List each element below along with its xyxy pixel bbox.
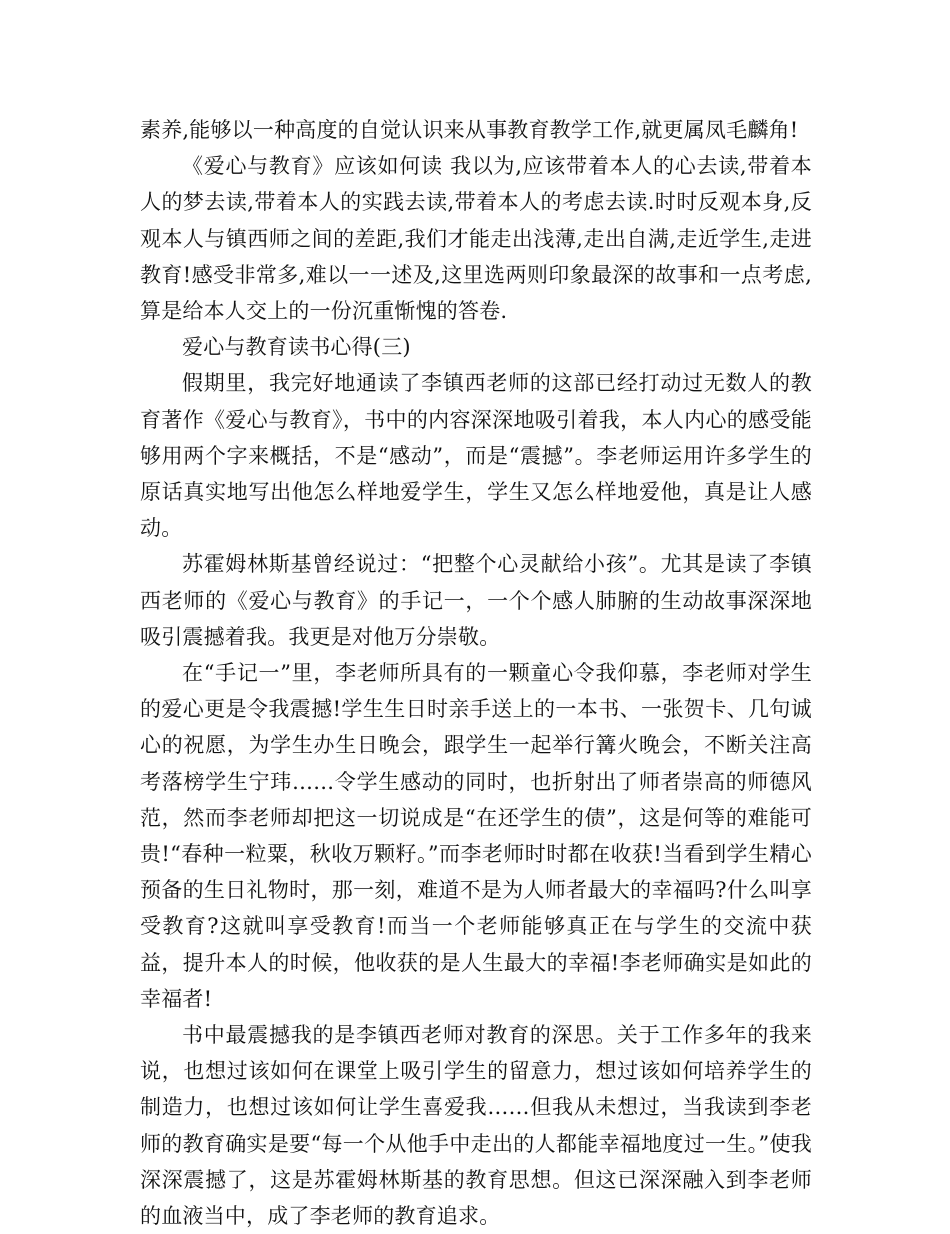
paragraph-suhomlinsky-quote: 苏霍姆林斯基曾经说过：“把整个心灵献给小孩”。尤其是读了李镇西老师的《爱心与教育》的手记一，一个个感人肺腑的生动故事深深地吸引震撼着我。我更是对他万分崇敬。: [140, 552, 812, 649]
paragraph-how-to-read: 《爱心与教育》应该如何读 我以为,应该带着本人的心去读,带着本人的梦去读,带着本人的实践去读,带着本人的考虑去读.时时反观本身,反观本人与镇西师之间的差距,我们才能走出浅薄,走出自满,走近学生,走进教育!感受非常多,难以一一述及,这里选两则印象最深的故事和一点考虑,算是给本人交上的一份沉重惭愧的答卷.: [140, 154, 812, 324]
paragraph-notes-one: 在“手记一”里，李老师所具有的一颗童心令我仰慕，李老师对学生的爱心更是令我震撼!学生生日时亲手送上的一本书、一张贺卡、几句诚心的祝愿，为学生办生日晚会，跟学生一起举行篝火晚会，不断关注高考落榜学生宁玮……令学生感动的同时，也折射出了师者崇高的师德风范，然而李老师却把这一切说成是“在还学生的债”，这是何等的难能可贵!“春种一粒粟，秋收万颗籽。”而李老师时时都在收获!当看到学生精心预备的生日礼物时，那一刻，难道不是为人师者最大的幸福吗?什么叫享受教育?这就叫享受教育!而当一个老师能够真正在与学生的交流中获益，提升本人的时候，他收获的是人生最大的幸福!李老师确实是如此的幸福者!: [140, 661, 812, 1011]
document-body: [140, 112, 812, 1234]
paragraph-holiday-reading: 假期里，我完好地通读了李镇西老师的这部已经打动过无数人的教育著作《爱心与教育》，书中的内容深深地吸引着我，本人内心的感受能够用两个字来概括，不是“感动”，而是“震撼”。李老师运用许多学生的原话真实地写出他怎么样地爱学生，学生又怎么样地爱他，真是让人感动。: [140, 371, 812, 541]
section-heading: 爱心与教育读书心得(三): [182, 335, 411, 360]
paragraph-continuation: 素养,能够以一种高度的自觉认识来从事教育教学工作,就更属凤毛麟角!: [140, 118, 799, 142]
paragraph-reflection: 书中最震撼我的是李镇西老师对教育的深思。关于工作多年的我来说，也想过该如何在课堂上吸引学生的留意力，想过该如何培养学生的制造力，也想过该如何让学生喜爱我……但我从未想过，当我读到李老师的教育确实是要“每一个从他手中走出的人都能幸福地度过一生。”使我深深震撼了，这是苏霍姆林斯基的教育思想。但这已深深融入到李老师的血液当中，成了李老师的教育追求。: [140, 1023, 812, 1229]
